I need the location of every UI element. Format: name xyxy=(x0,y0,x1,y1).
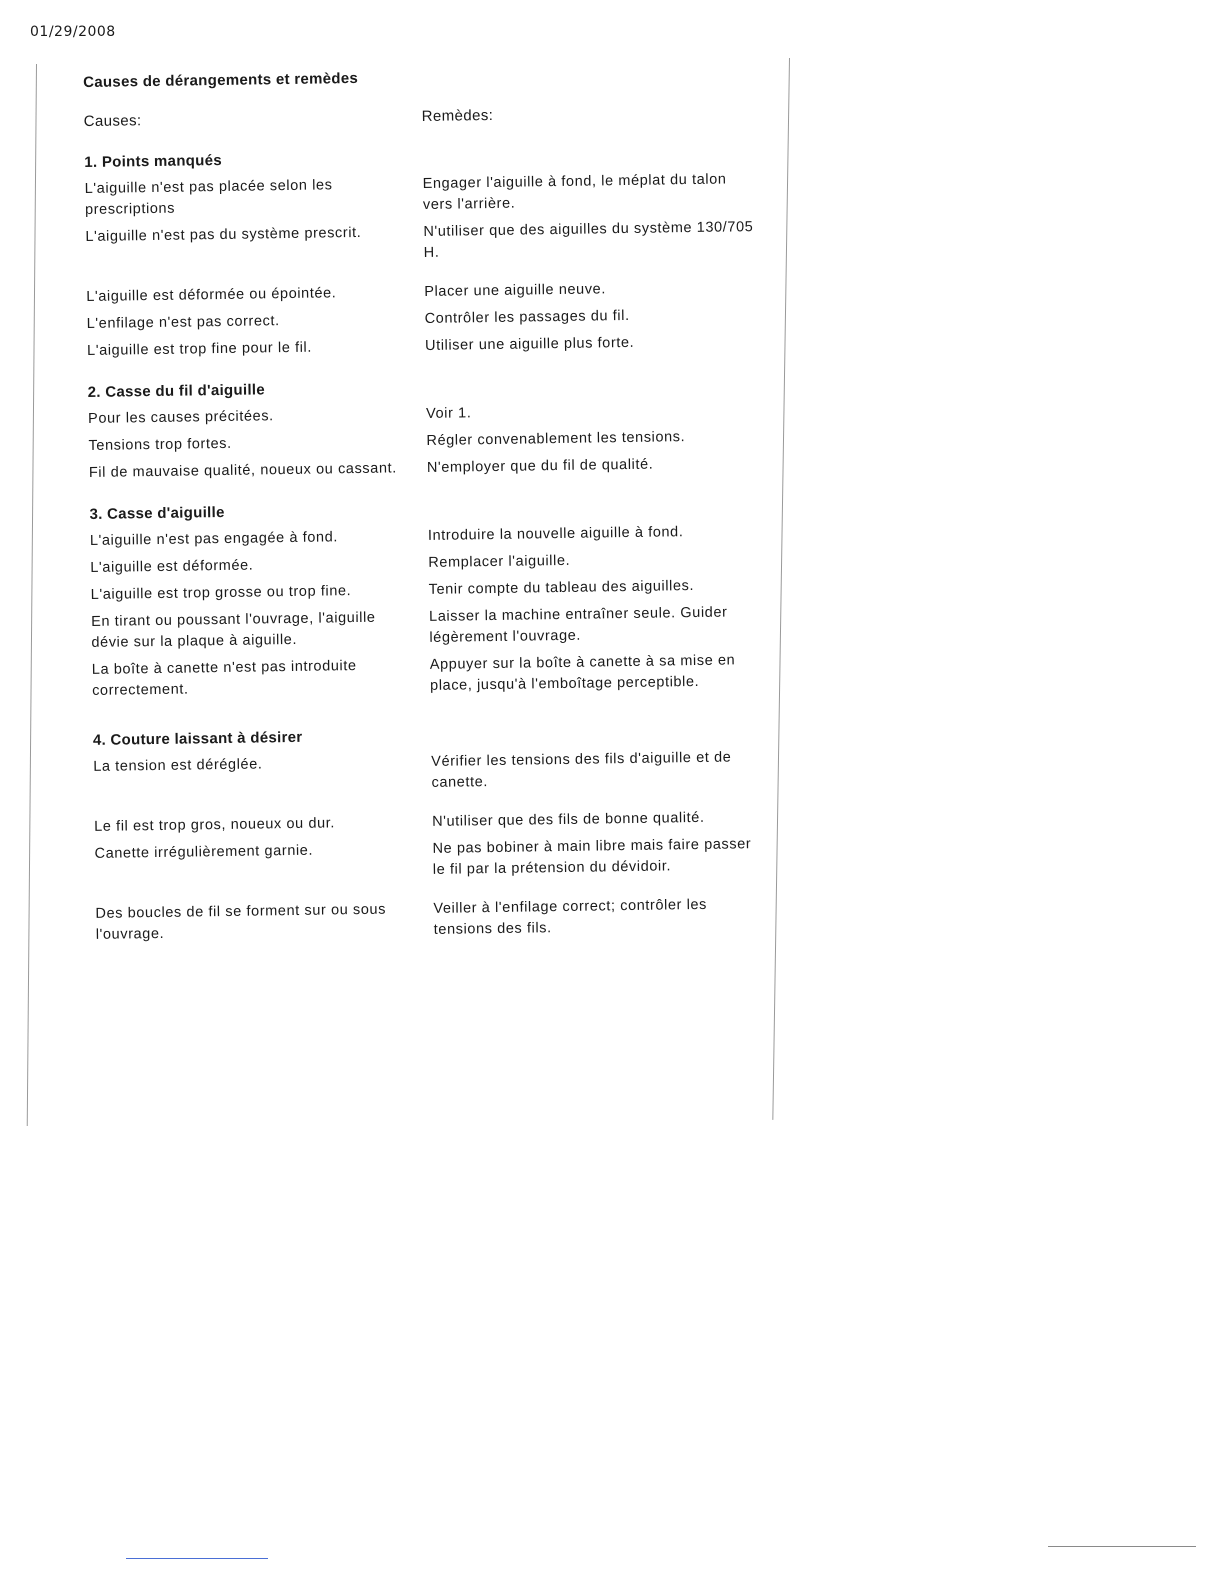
remedy-text: Laisser la machine entraîner seule. Guider légèrement l'ouvrage. xyxy=(428,604,728,646)
scan-artifact-line xyxy=(1048,1546,1196,1547)
cause-text: L'aiguille n'est pas du système prescrit. xyxy=(85,224,362,245)
cause-text: Canette irrégulièrement garnie. xyxy=(94,842,314,862)
cause-text: Des boucles de fil se forment sur ou sous l'ouvrage. xyxy=(95,901,387,943)
remedy-text: Régler convenablement les tensions. xyxy=(426,429,686,449)
remedy-text: Utiliser une aiguille plus forte. xyxy=(424,334,635,354)
table-row xyxy=(87,304,767,335)
remedy-text: N'utiliser que des aiguilles du système 130/705 H. xyxy=(423,219,754,261)
remedy-text: Tenir compte du tableau des aiguilles. xyxy=(428,577,695,598)
table-row xyxy=(89,453,769,484)
cause-text: L'aiguille est déformée. xyxy=(90,557,254,576)
table-row xyxy=(94,807,774,838)
cause-text: Pour les causes précitées. xyxy=(87,408,274,427)
left-margin-line xyxy=(27,64,37,1126)
remedy-text: Veiller à l'enfilage correct; contrôler les tensions des fils. xyxy=(433,896,708,938)
cause-text: L'aiguille est trop grosse ou trop fine. xyxy=(90,583,352,603)
cause-text: L'enfilage n'est pas correct. xyxy=(86,313,280,332)
cause-text: En tirant ou poussant l'ouvrage, l'aiguille dévie sur la plaque à aiguille. xyxy=(91,609,376,651)
table-row xyxy=(94,834,775,886)
table-row xyxy=(86,277,766,308)
section-title: 1. Points manqués xyxy=(84,151,223,171)
table-row xyxy=(85,217,766,269)
table-row xyxy=(91,575,771,606)
remedy-text: N'utiliser que des fils de bonne qualité. xyxy=(432,809,705,830)
cause-text: La tension est déréglée. xyxy=(93,756,263,775)
remedy-text: Engager l'aiguille à fond, le méplat du talon vers l'arrière. xyxy=(422,171,727,213)
cause-text: L'aiguille est déformée ou épointée. xyxy=(86,285,337,305)
section-title: 2. Casse du fil d'aiguille xyxy=(87,381,266,401)
table-row xyxy=(95,894,776,946)
cause-text: L'aiguille n'est pas placée selon les prescriptions xyxy=(84,177,333,218)
section-casse-du-fil xyxy=(88,374,769,484)
cause-text: L'aiguille est trop fine pour le fil. xyxy=(86,339,313,359)
cause-text: Tensions trop fortes. xyxy=(88,435,232,454)
remedy-text: Voir 1. xyxy=(425,405,472,422)
section-casse-aiguille xyxy=(89,496,772,702)
section-couture xyxy=(93,722,776,946)
causes-header: Causes: xyxy=(83,112,142,130)
cause-text: L'aiguille n'est pas engagée à fond. xyxy=(89,529,339,549)
remedies-header: Remèdes: xyxy=(421,106,494,125)
remedy-text: Introduire la nouvelle aiguille à fond. xyxy=(427,524,684,544)
remedy-text: Ne pas bobiner à main libre mais faire passer le fil par la prétension du dévidoir. xyxy=(432,836,752,878)
table-row xyxy=(92,650,773,702)
table-row xyxy=(93,747,774,799)
page-title: Causes de dérangements et remèdes xyxy=(83,69,359,91)
table-row xyxy=(88,399,768,430)
cause-text: Le fil est trop gros, noueux ou dur. xyxy=(94,815,336,835)
remedy-text: Remplacer l'aiguille. xyxy=(428,552,571,571)
section-title: 3. Casse d'aiguille xyxy=(89,503,225,523)
cause-text: Fil de mauvaise qualité, noueux ou cassant. xyxy=(88,460,397,481)
table-row xyxy=(85,169,766,221)
column-headers xyxy=(84,103,764,130)
table-row xyxy=(87,331,767,362)
cause-text: La boîte à canette n'est pas introduite correctement. xyxy=(91,658,357,699)
troubleshooting-table xyxy=(83,64,776,968)
scan-artifact-line xyxy=(126,1558,268,1559)
remedy-text: Placer une aiguille neuve. xyxy=(424,281,607,300)
section-points-manques xyxy=(84,144,767,362)
remedy-text: N'employer que du fil de qualité. xyxy=(426,456,654,476)
table-row xyxy=(88,426,768,457)
remedy-text: Contrôler les passages du fil. xyxy=(424,307,630,327)
table-row xyxy=(90,521,770,552)
remedy-text: Appuyer sur la boîte à canette à sa mise en place, jusqu'à l'emboîtage perceptible. xyxy=(429,652,736,694)
remedy-text: Vérifier les tensions des fils d'aiguille et de canette. xyxy=(431,749,732,791)
right-margin-line xyxy=(772,58,790,1120)
table-row xyxy=(90,548,770,579)
document-date: 01/29/2008 xyxy=(30,24,116,40)
section-title: 4. Couture laissant à désirer xyxy=(92,728,303,749)
table-row xyxy=(91,602,772,654)
